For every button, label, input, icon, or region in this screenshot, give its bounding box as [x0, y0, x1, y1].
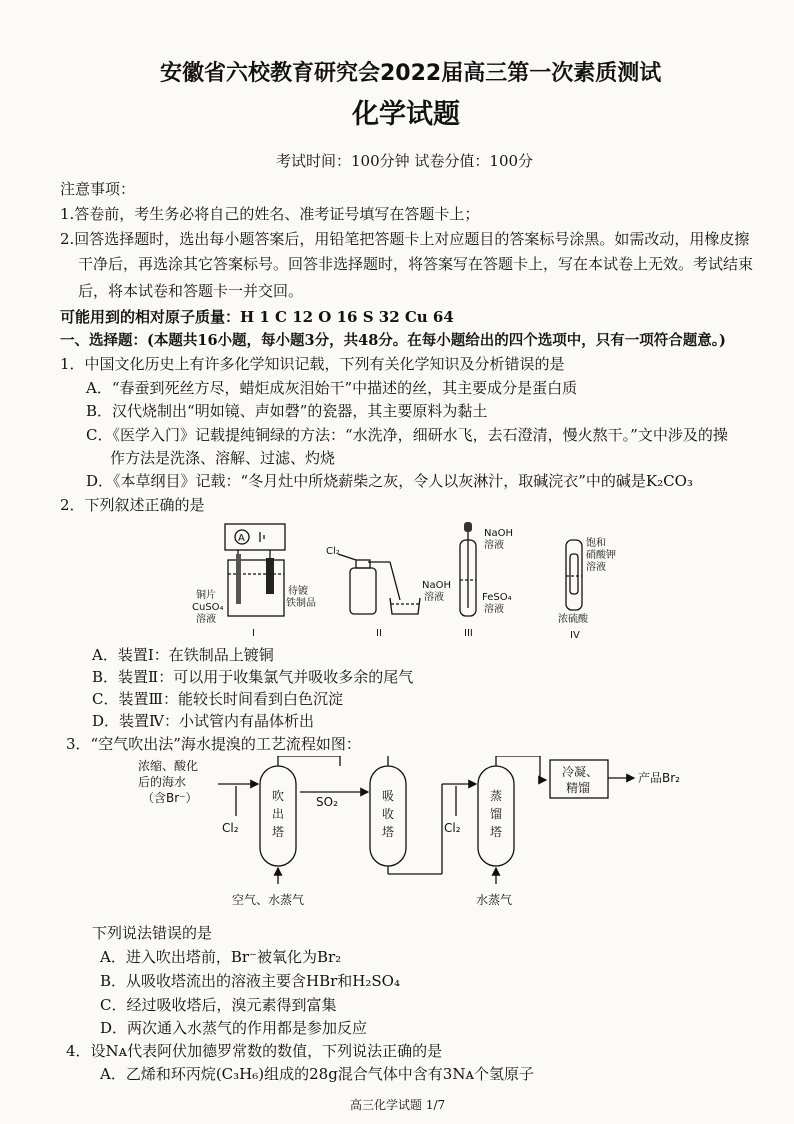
copper-plate [236, 554, 241, 604]
conc-acid-label: 浓硫酸 [558, 614, 588, 625]
svg-text:塔: 塔 [490, 825, 503, 839]
subject-title: 化学试题 [352, 99, 460, 130]
svg-text:馏: 馏 [490, 807, 503, 821]
distillation-tower [476, 756, 514, 907]
note-item-2-end: 后，将本试卷和答题卡一并交回。 [78, 282, 304, 300]
label-IV: IV [570, 630, 580, 641]
air-steam-label: 空气、水蒸气 [232, 893, 305, 907]
input-label-1: 浓缩、酸化 [138, 759, 199, 773]
q2-option-c: C．装置Ⅲ：能较长时间看到白色沉淀 [92, 690, 343, 708]
feso4-label: FeSO₄ [482, 592, 512, 603]
cl2-input-a: Cl₂ [222, 821, 239, 835]
svg-text:塔: 塔 [272, 825, 285, 839]
svg-text:冷凝、: 冷凝、 [562, 765, 599, 779]
naoh1-sol-label: 溶液 [424, 592, 444, 603]
svg-text:吹: 吹 [272, 789, 285, 803]
input-label-2: 后的海水 [138, 775, 187, 789]
svg-text:塔: 塔 [382, 825, 395, 839]
svg-text:吸: 吸 [382, 789, 395, 803]
cl2-label: Cl₂ [326, 546, 340, 557]
feso4-sol-label: 溶液 [484, 604, 504, 615]
saturated-label-1: 饱和 [586, 538, 606, 549]
naoh2-sol-label: 溶液 [484, 540, 504, 551]
q1-option-c-cont: 作方法是洗涤、溶解、过滤、灼烧 [110, 449, 336, 467]
svg-text:收: 收 [382, 807, 395, 821]
note-item-1: 1.答卷前，考生务必将自己的姓名、准考证号填写在答题卡上； [60, 205, 480, 223]
label-II: II [376, 628, 382, 639]
saturated-label-2: 硝酸钾 [586, 550, 616, 561]
apparatus-2 [326, 546, 451, 639]
naoh1-label: NaOH [422, 580, 451, 591]
q2-stem: 2．下列叙述正确的是 [60, 496, 205, 514]
product-label: 产品Br₂ [638, 771, 680, 785]
note-item-2: 2.回答选择题时，选出每小题答案后，用铅笔把答题卡上对应题目的答案标号涂黑。如需改动，用橡皮擦 [60, 230, 750, 248]
atomic-mass-line: 可能用到的相对原子质量：H 1 C 12 O 16 S 32 Cu 64 [60, 308, 454, 326]
saturated-label-3: 溶液 [586, 562, 606, 573]
label-III: III [464, 628, 473, 639]
q1-option-d: D．《本草纲目》记载：“冬月灶中所烧薪柴之灰，令人以灰淋汁，取碱浣衣”中的碱是K₂CO₃ [86, 472, 693, 490]
note-item-2-cont: 干净后，再选涂其它答案标号。回答非选择题时，将答案写在答题卡上，写在本试卷上无效。考试结束 [78, 255, 754, 273]
q4-stem: 4．设Nᴀ代表阿伏加德罗常数的数值，下列说法正确的是 [66, 1042, 443, 1060]
apparatus-3 [460, 522, 513, 639]
to-plate-label: 待镀 [288, 586, 308, 597]
section-heading: 一、选择题：(本题共16小题，每小题3分，共48分。在每小题给出的四个选项中，只有一项符合题意。) [60, 332, 726, 349]
q1-option-a: A．“春蚕到死丝方尽，蜡炬成灰泪始干”中描述的丝，其主要成分是蛋白质 [86, 379, 578, 397]
q2-option-d: D．装置Ⅳ：小试管内有晶体析出 [92, 712, 315, 730]
q4-option-a: A．乙烯和环丙烷(C₃H₆)组成的28g混合气体中含有3Nᴀ个氢原子 [100, 1065, 534, 1083]
exam-info: 考试时间：100分钟 试卷分值：100分 [276, 152, 534, 170]
q2-option-a: A．装置Ⅰ：在铁制品上镀铜 [92, 646, 274, 664]
q3-sub-stem: 下列说法错误的是 [92, 924, 213, 942]
svg-text:精馏: 精馏 [566, 781, 591, 795]
q3-option-b: B．从吸收塔流出的溶液主要含HBr和H₂SO₄ [100, 972, 400, 990]
iron-item-label: 铁制品 [286, 598, 316, 609]
q2-apparatus-figure [190, 518, 620, 642]
blowout-tower [232, 756, 304, 907]
absorption-tower [370, 756, 406, 866]
copper-label: 铜片 [196, 590, 216, 601]
cl2-input-b: Cl₂ [444, 821, 461, 835]
page-footer: 高三化学试题 1/7 [350, 1098, 446, 1112]
svg-text:出: 出 [272, 807, 285, 821]
q1-option-c: C．《医学入门》记载提纯铜绿的方法：“水洗净，细研水飞，去石澄清，慢火熬干。”文中涉及的操 [86, 426, 728, 444]
svg-text:蒸: 蒸 [490, 789, 503, 803]
naoh2-label: NaOH [484, 528, 513, 539]
cuso4-sol-label: 溶液 [196, 614, 216, 625]
iron-item [266, 558, 274, 594]
steam-label: 水蒸气 [476, 893, 513, 907]
label-I: I [252, 628, 255, 639]
q3-option-c: C．经过吸收塔后，溴元素得到富集 [100, 996, 337, 1014]
q3-option-d: D．两次通入水蒸气的作用都是参加反应 [100, 1019, 368, 1037]
q3-stem: 3．“空气吹出法”海水提溴的工艺流程如图： [66, 735, 361, 753]
apparatus-4 [558, 536, 616, 641]
cuso4-label: CuSO₄ [192, 602, 224, 613]
input-label-3: （含Br⁻） [142, 791, 198, 805]
q2-option-b: B．装置Ⅱ：可以用于收集氯气并吸收多余的尾气 [92, 668, 414, 686]
q1-option-b: B．汉代烧制出“明如镜、声如磬”的瓷器，其主要原料为黏土 [86, 402, 488, 420]
q3-option-a: A．进入吹出塔前，Br⁻被氧化为Br₂ [100, 948, 342, 966]
apparatus-1 [192, 524, 316, 639]
so2-label: SO₂ [316, 795, 338, 809]
notes-heading: 注意事项： [60, 180, 136, 198]
q3-flow-diagram [120, 756, 700, 916]
exam-title: 安徽省六校教育研究会2022届高三第一次素质测试 [160, 61, 662, 86]
q1-stem: 1．中国文化历史上有许多化学知识记载，下列有关化学知识及分析错误的是 [60, 355, 565, 373]
ammeter-label: A [238, 533, 245, 544]
